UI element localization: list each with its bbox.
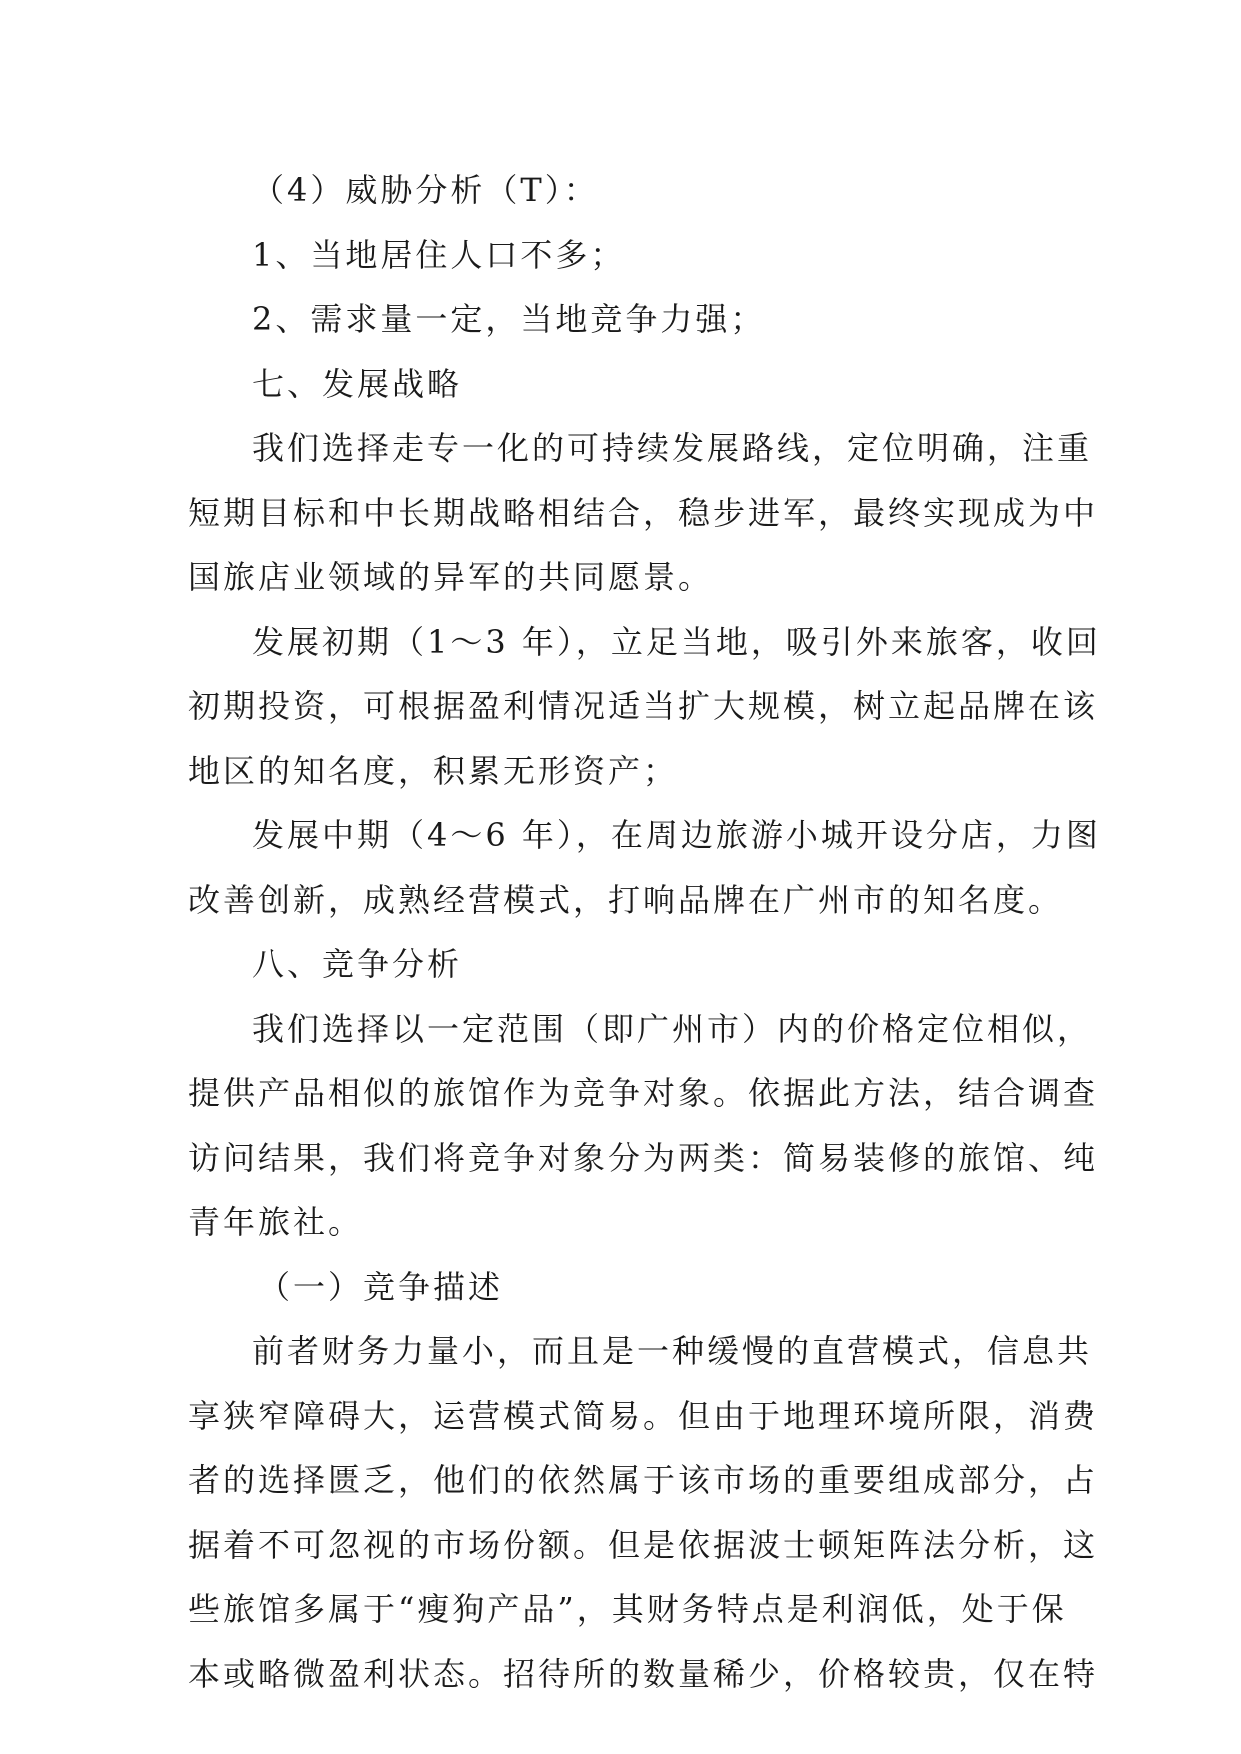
text-line: 本或略微盈利状态。招待所的数量稀少，价格较贵，仅在特 <box>188 1654 1099 1693</box>
text-line: 青年旅社。 <box>188 1203 364 1241</box>
text-line: 据着不可忽视的市场份额。但是依据波士顿矩阵法分析，这 <box>188 1525 1099 1564</box>
text-line: 改善创新，成熟经营模式，打响品牌在广州市的知名度。 <box>188 880 1064 919</box>
text-line: 发展中期（4～6 年），在周边旅游小城开设分店，力图 <box>252 816 1101 854</box>
text-line: 享狭窄障碍大，运营模式简易。但由于地理环境所限，消费 <box>188 1396 1099 1435</box>
text-line: 2、需求量一定，当地竞争力强； <box>252 300 766 338</box>
text-line: （4）威胁分析（T）： <box>252 171 599 209</box>
text-line: 短期目标和中长期战略相结合，稳步进军，最终实现成为中 <box>188 493 1099 532</box>
document-body <box>188 158 1101 1706</box>
text-line: 七、发展战略 <box>252 364 463 403</box>
text-line: 国旅店业领域的异军的共同愿景。 <box>188 558 714 596</box>
text-line: 八、竞争分析 <box>252 945 463 983</box>
text-line: 些旅馆多属于“瘦狗产品”，其财务特点是利润低，处于保 <box>188 1590 1067 1628</box>
text-line: 访问结果，我们将竞争对象分为两类：简易装修的旅馆、纯 <box>188 1138 1099 1177</box>
text-line: 我们选择走专一化的可持续发展路线，定位明确，注重 <box>252 429 1093 467</box>
text-line: 我们选择以一定范围（即广州市）内的价格定位相似， <box>252 1009 1093 1048</box>
text-line: （一）竞争描述 <box>258 1267 504 1306</box>
text-line: 1、当地居住人口不多； <box>252 235 626 274</box>
text-line: 前者财务力量小，而且是一种缓慢的直营模式，信息共 <box>252 1332 1093 1370</box>
text-line: 提供产品相似的旅馆作为竞争对象。依据此方法，结合调查 <box>188 1074 1099 1112</box>
text-line: 地区的知名度，积累无形资产； <box>188 751 679 790</box>
text-line: 者的选择匮乏，他们的依然属于该市场的重要组成部分，占 <box>188 1461 1099 1499</box>
text-line: 初期投资，可根据盈利情况适当扩大规模，树立起品牌在该 <box>188 687 1099 725</box>
text-line: 发展初期（1～3 年），立足当地，吸引外来旅客，收回 <box>252 622 1101 661</box>
